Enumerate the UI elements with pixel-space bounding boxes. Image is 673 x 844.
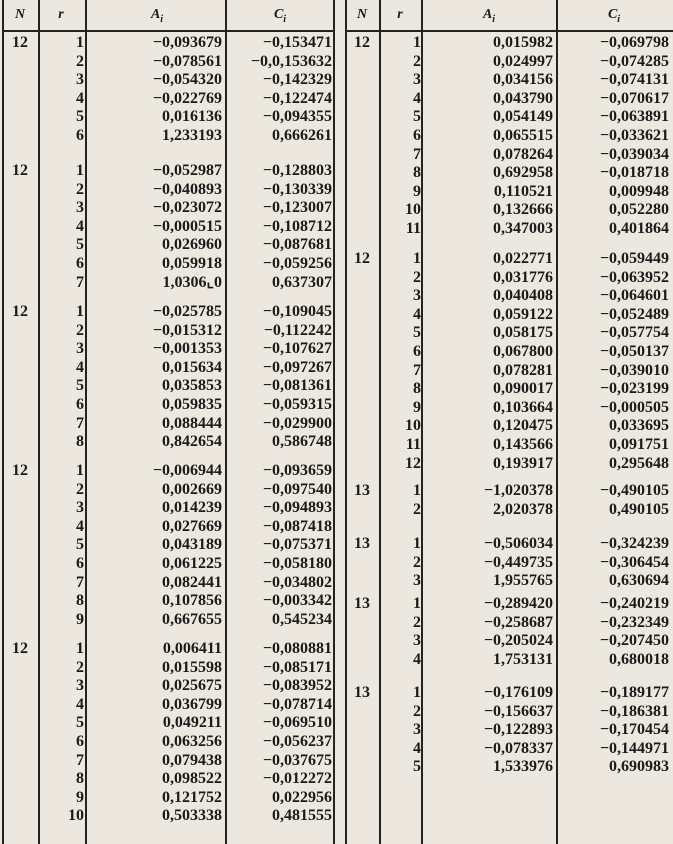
value-A: −0,006944 — [152, 462, 222, 479]
value-A: −0,078337 — [483, 739, 553, 757]
value-C: 0,022956 — [272, 788, 332, 806]
value-C: 0,586748 — [272, 433, 332, 451]
row-index: 3 — [76, 499, 84, 517]
row-index: 4 — [413, 89, 421, 107]
value-C: −0,094355 — [262, 108, 332, 126]
row-index: 5 — [413, 324, 421, 342]
value-C: 0,680018 — [609, 650, 669, 668]
value-C: −0,093659 — [262, 462, 332, 479]
value-A: −0,015312 — [152, 321, 222, 339]
value-A: −0,205024 — [483, 632, 553, 650]
value-C: −0,070617 — [599, 89, 669, 107]
row-index: 6 — [413, 127, 421, 144]
value-C: 0,295648 — [609, 454, 669, 472]
row-index: 4 — [76, 89, 84, 107]
header-A: $A_i$ — [150, 7, 164, 25]
value-A: 0,078264 — [493, 145, 553, 163]
row-index: 10 — [405, 201, 421, 219]
value-A: 0,059918 — [162, 255, 222, 272]
value-C: −0,122474 — [262, 89, 332, 107]
value-A: −0,093679 — [152, 34, 222, 51]
row-index: 1 — [413, 535, 421, 552]
row-index: 8 — [76, 770, 84, 788]
value-C: 0,490105 — [609, 500, 669, 518]
value-C: −0,123007 — [262, 199, 332, 217]
row-index: 1 — [76, 162, 84, 179]
row-index: 4 — [76, 695, 84, 713]
header-C: $C_i$ — [607, 7, 621, 25]
value-A: 0,121752 — [162, 788, 222, 806]
row-index: 4 — [76, 358, 84, 376]
value-C: 0,401864 — [609, 220, 669, 237]
row-index: 4 — [413, 305, 421, 323]
row-index: 3 — [413, 632, 421, 650]
value-A: 0,842654 — [162, 433, 222, 451]
value-C: −0,108712 — [262, 217, 332, 235]
header-rule — [2, 30, 333, 32]
value-A: −0,449735 — [483, 553, 553, 571]
value-A: 0,035853 — [162, 377, 222, 395]
row-index: 3 — [413, 721, 421, 739]
value-A: 0,025675 — [162, 677, 222, 695]
value-C: −0,052489 — [599, 305, 669, 323]
row-index: 4 — [413, 739, 421, 757]
value-A: 0,059835 — [162, 396, 222, 413]
value-A: 0,031776 — [493, 268, 553, 286]
value-A: 0,015982 — [493, 34, 553, 51]
row-index: 2 — [76, 658, 84, 676]
value-C: −0,058180 — [262, 555, 332, 572]
row-index: 9 — [76, 788, 84, 806]
value-C: −0,112242 — [263, 321, 332, 339]
row-index: 8 — [413, 380, 421, 398]
group-N: 13 — [354, 684, 370, 701]
value-C: 0,545234 — [272, 610, 332, 628]
row-index: 3 — [76, 340, 84, 358]
row-index: 12 — [405, 454, 421, 472]
group-N: 12 — [12, 34, 28, 51]
value-C: 0,481555 — [272, 807, 332, 825]
value-A: −0,054320 — [152, 71, 222, 89]
header-A: $A_i$ — [482, 7, 496, 25]
value-C: −0,075371 — [262, 536, 332, 554]
value-C: 0,637307 — [272, 273, 332, 291]
value-A: 0,347003 — [493, 220, 553, 237]
row-index: 2 — [76, 180, 84, 198]
value-A: 0,692958 — [493, 164, 553, 182]
row-index: 5 — [76, 108, 84, 126]
row-index: 3 — [76, 199, 84, 217]
value-C: −0,012272 — [262, 770, 332, 788]
value-A: 0,034156 — [493, 71, 553, 89]
value-A: 0,067800 — [493, 343, 553, 360]
value-A: 1,753131 — [493, 650, 553, 668]
value-A: 0,022771 — [493, 250, 553, 267]
value-C: −0,034802 — [262, 573, 332, 591]
value-C: −0,080881 — [262, 640, 332, 657]
value-C: −0,490105 — [599, 482, 669, 499]
group-N: 12 — [354, 34, 370, 51]
group-N: 12 — [354, 250, 370, 267]
value-C: −0,039010 — [599, 361, 669, 379]
header-C: $C_i$ — [273, 7, 287, 25]
row-index: 6 — [76, 733, 84, 750]
row-index: 3 — [76, 71, 84, 89]
row-index: 10 — [405, 417, 421, 435]
value-A: 0,059122 — [493, 305, 553, 323]
value-C: −0,306454 — [599, 553, 669, 571]
row-index: 3 — [76, 677, 84, 695]
row-index: 7 — [76, 573, 84, 591]
row-index: 6 — [76, 396, 84, 413]
value-A: 0,667655 — [162, 610, 222, 628]
row-index: 5 — [76, 236, 84, 254]
value-C: −0,097540 — [262, 480, 332, 498]
value-C: −0,107627 — [262, 340, 332, 358]
value-A: −0,023072 — [152, 199, 222, 217]
column-rule — [2, 0, 4, 844]
value-C: −0,074285 — [599, 52, 669, 70]
row-index: 2 — [413, 500, 421, 518]
value-C: −0,087681 — [262, 236, 332, 254]
header-rule — [345, 30, 673, 32]
value-C: 0,009948 — [609, 182, 669, 200]
value-C: −0,050137 — [599, 343, 669, 360]
group-N: 12 — [12, 640, 28, 657]
value-A: −0,052987 — [152, 162, 222, 179]
row-index: 1 — [413, 482, 421, 499]
value-A: 1,0306⌞0 — [162, 273, 222, 291]
row-index: 1 — [413, 684, 421, 701]
value-C: −0,064601 — [599, 287, 669, 305]
value-C: −0,0,153632 — [250, 52, 332, 70]
row-index: 4 — [76, 517, 84, 535]
value-C: −0,240219 — [599, 595, 669, 612]
value-A: −0,506034 — [483, 535, 553, 552]
row-index: 2 — [413, 613, 421, 631]
value-C: −0,000505 — [599, 398, 669, 416]
value-A: 0,061225 — [162, 555, 222, 572]
row-index: 2 — [76, 480, 84, 498]
value-C: −0,063952 — [599, 268, 669, 286]
row-index: 11 — [405, 220, 421, 237]
value-A: 0,036799 — [162, 695, 222, 713]
row-index: 7 — [413, 145, 421, 163]
value-A: 0,090017 — [493, 380, 553, 398]
value-A: 0,016136 — [162, 108, 222, 126]
value-A: 0,014239 — [162, 499, 222, 517]
row-index: 2 — [413, 553, 421, 571]
row-index: 5 — [413, 758, 421, 776]
value-C: −0,069510 — [262, 714, 332, 732]
value-C: −0,189177 — [599, 684, 669, 701]
header-r: r — [58, 7, 64, 22]
value-C: −0,087418 — [262, 517, 332, 535]
row-index: 1 — [76, 303, 84, 320]
value-A: 0,110521 — [493, 182, 553, 200]
value-C: −0,097267 — [262, 358, 332, 376]
row-index: 1 — [413, 34, 421, 51]
row-index: 8 — [76, 592, 84, 610]
row-index: 4 — [76, 217, 84, 235]
value-A: 0,107856 — [162, 592, 222, 610]
row-index: 5 — [76, 377, 84, 395]
value-C: −0,078714 — [262, 695, 332, 713]
row-index: 1 — [76, 462, 84, 479]
value-A: −0,001353 — [152, 340, 222, 358]
value-A: −0,000515 — [152, 217, 222, 235]
column-rule — [421, 0, 423, 844]
value-C: −0,033621 — [599, 127, 669, 144]
value-A: 0,088444 — [162, 414, 222, 432]
row-index: 6 — [76, 127, 84, 144]
group-N: 13 — [354, 595, 370, 612]
value-A: 0,079438 — [162, 751, 222, 769]
header-r: r — [397, 7, 403, 22]
value-A: 0,043189 — [162, 536, 222, 554]
value-A: 0,120475 — [493, 417, 553, 435]
value-A: 0,098522 — [162, 770, 222, 788]
value-C: −0,029900 — [262, 414, 332, 432]
value-C: −0,037675 — [262, 751, 332, 769]
value-A: 0,132666 — [493, 201, 553, 219]
row-index: 9 — [413, 182, 421, 200]
value-A: 2,020378 — [493, 500, 553, 518]
group-N: 12 — [12, 462, 28, 479]
row-index: 9 — [413, 398, 421, 416]
value-C: 0,666261 — [272, 127, 332, 144]
value-A: −1,020378 — [483, 482, 553, 499]
row-index: 10 — [68, 807, 84, 825]
value-C: −0,153471 — [262, 34, 332, 51]
row-index: 5 — [76, 714, 84, 732]
value-A: 1,233193 — [162, 127, 222, 144]
value-A: 1,955765 — [493, 572, 553, 590]
value-C: −0,083952 — [262, 677, 332, 695]
row-index: 2 — [413, 268, 421, 286]
value-A: 0,024997 — [493, 52, 553, 70]
value-A: −0,040893 — [152, 180, 222, 198]
value-A: 0,015634 — [162, 358, 222, 376]
value-C: −0,232349 — [599, 613, 669, 631]
value-A: 0,193917 — [493, 454, 553, 472]
value-C: −0,186381 — [599, 702, 669, 720]
value-C: −0,324239 — [599, 535, 669, 552]
value-A: −0,022769 — [152, 89, 222, 107]
column-rule — [225, 0, 227, 844]
value-A: −0,025785 — [152, 303, 222, 320]
value-A: −0,078561 — [152, 52, 222, 70]
row-index: 5 — [413, 108, 421, 126]
row-index: 1 — [76, 640, 84, 657]
value-C: −0,003342 — [262, 592, 332, 610]
row-index: 7 — [76, 414, 84, 432]
row-index: 3 — [413, 71, 421, 89]
row-index: 4 — [413, 650, 421, 668]
column-rule — [345, 0, 347, 844]
value-C: −0,057754 — [599, 324, 669, 342]
value-C: −0,081361 — [262, 377, 332, 395]
row-index: 5 — [76, 536, 84, 554]
value-C: −0,130339 — [262, 180, 332, 198]
header-N: N — [14, 7, 26, 22]
value-C: 0,033695 — [609, 417, 669, 435]
value-C: −0,207450 — [599, 632, 669, 650]
value-A: 0,503338 — [162, 807, 222, 825]
value-C: −0,069798 — [599, 34, 669, 51]
row-index: 6 — [413, 343, 421, 360]
value-C: −0,142329 — [262, 71, 332, 89]
column-rule — [85, 0, 87, 844]
value-C: −0,109045 — [262, 303, 332, 320]
value-A: 0,015598 — [162, 658, 222, 676]
value-C: −0,144971 — [599, 739, 669, 757]
header-N: N — [356, 7, 368, 22]
value-A: 0,027669 — [162, 517, 222, 535]
value-A: 0,054149 — [493, 108, 553, 126]
value-C: −0,059256 — [262, 255, 332, 272]
value-A: 0,043790 — [493, 89, 553, 107]
value-C: 0,091751 — [609, 436, 669, 453]
row-index: 2 — [413, 52, 421, 70]
value-C: 0,690983 — [609, 758, 669, 776]
column-rule — [556, 0, 558, 844]
value-A: 0,040408 — [493, 287, 553, 305]
value-A: −0,156637 — [483, 702, 553, 720]
row-index: 2 — [413, 702, 421, 720]
row-index: 11 — [405, 436, 421, 453]
value-A: −0,122893 — [483, 721, 553, 739]
row-index: 2 — [76, 321, 84, 339]
value-A: 0,063256 — [162, 733, 222, 750]
group-N: 12 — [12, 303, 28, 320]
value-C: −0,059315 — [262, 396, 332, 413]
value-A: 0,143566 — [493, 436, 553, 453]
value-A: 0,006411 — [162, 640, 222, 657]
value-A: 0,082441 — [162, 573, 222, 591]
row-index: 6 — [76, 555, 84, 572]
value-C: −0,056237 — [262, 733, 332, 750]
value-C: −0,128803 — [262, 162, 332, 179]
value-A: 0,078281 — [493, 361, 553, 379]
row-index: 7 — [413, 361, 421, 379]
value-A: −0,176109 — [483, 684, 553, 701]
value-C: −0,094893 — [262, 499, 332, 517]
row-index: 7 — [76, 751, 84, 769]
row-index: 7 — [76, 273, 84, 291]
value-C: −0,018718 — [599, 164, 669, 182]
group-N: 12 — [12, 162, 28, 179]
value-A: 0,026960 — [162, 236, 222, 254]
row-index: 1 — [413, 250, 421, 267]
row-index: 9 — [76, 610, 84, 628]
value-A: 0,065515 — [493, 127, 553, 144]
group-N: 13 — [354, 482, 370, 499]
value-A: 0,103664 — [493, 398, 553, 416]
row-index: 6 — [76, 255, 84, 272]
row-index: 8 — [76, 433, 84, 451]
value-C: −0,059449 — [599, 250, 669, 267]
row-index: 8 — [413, 164, 421, 182]
row-index: 3 — [413, 287, 421, 305]
value-A: 0,002669 — [162, 480, 222, 498]
value-A: −0,258687 — [483, 613, 553, 631]
group-N: 13 — [354, 535, 370, 552]
value-C: −0,063891 — [599, 108, 669, 126]
row-index: 2 — [76, 52, 84, 70]
value-C: −0,039034 — [599, 145, 669, 163]
value-C: −0,074131 — [599, 71, 669, 89]
value-C: −0,170454 — [599, 721, 669, 739]
column-rule — [333, 0, 335, 844]
row-index: 1 — [76, 34, 84, 51]
value-C: 0,052280 — [609, 201, 669, 219]
value-C: −0,085171 — [262, 658, 332, 676]
row-index: 1 — [413, 595, 421, 612]
value-A: 0,049211 — [162, 714, 222, 732]
value-A: 0,058175 — [493, 324, 553, 342]
value-C: 0,630694 — [609, 572, 669, 590]
value-C: −0,023199 — [599, 380, 669, 398]
row-index: 3 — [413, 572, 421, 590]
value-A: −0,289420 — [483, 595, 553, 612]
value-A: 1,533976 — [493, 758, 553, 776]
